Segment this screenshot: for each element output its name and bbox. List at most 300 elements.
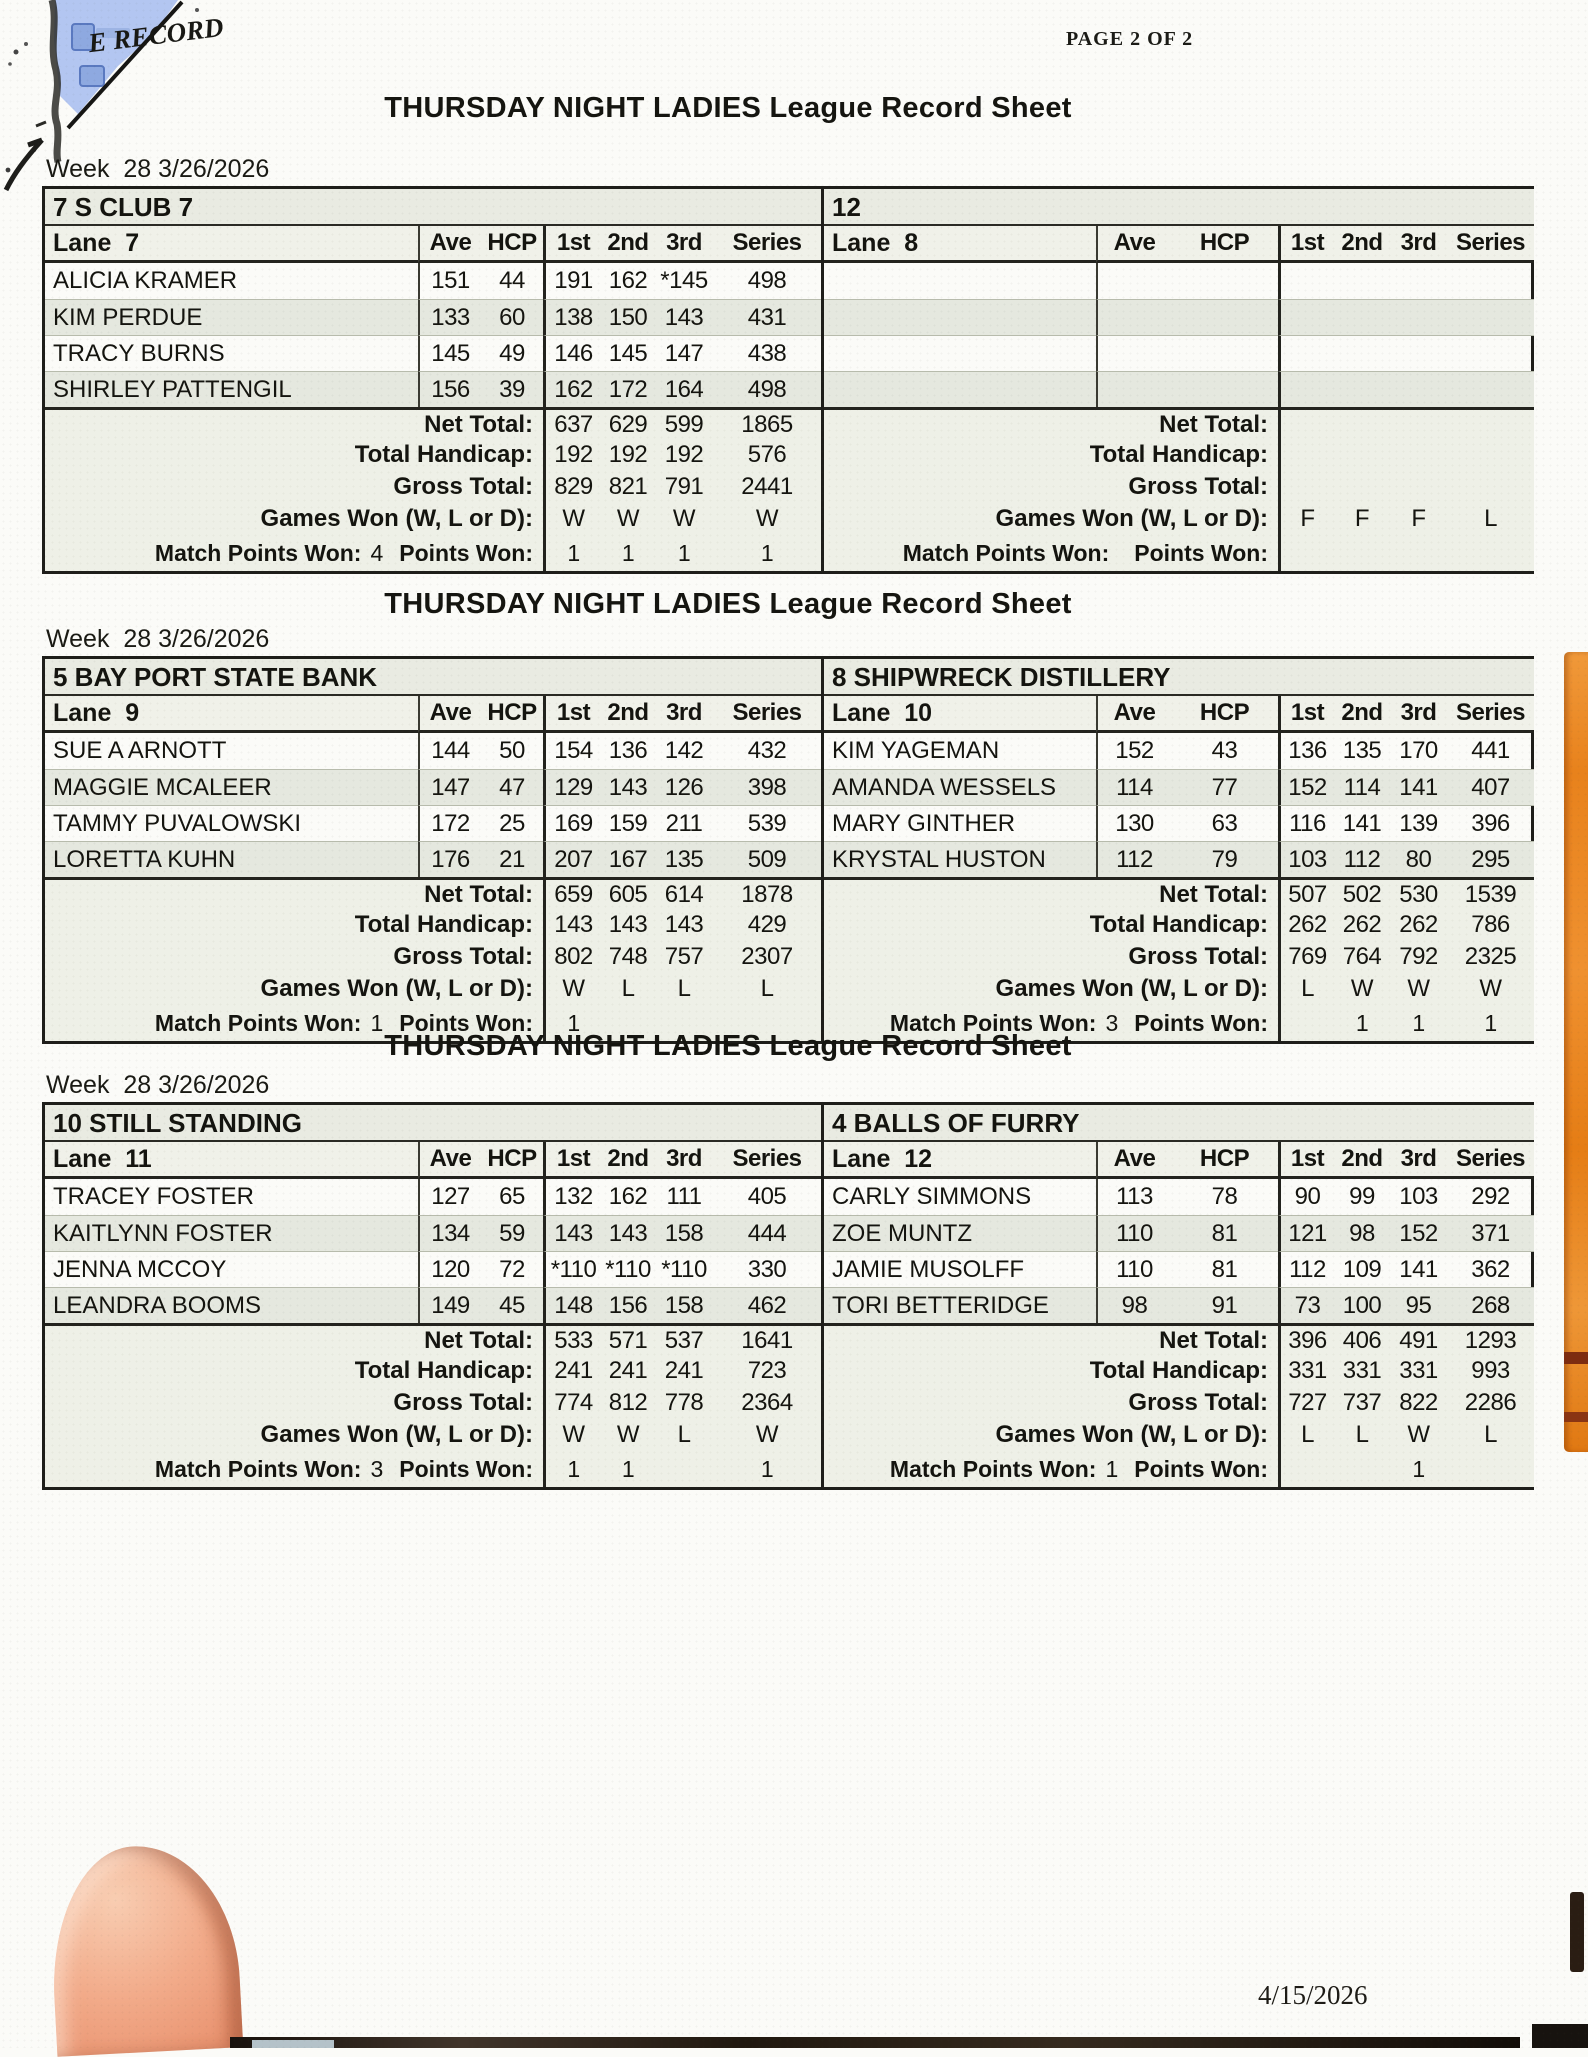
player-name: KAITLYNN FOSTER	[45, 1215, 418, 1251]
series-score	[1447, 335, 1534, 371]
player-handicap: 81	[1171, 1251, 1278, 1287]
column-header: 1st	[1278, 696, 1334, 733]
match-points-value: 3	[1105, 1009, 1119, 1036]
total-value	[1334, 439, 1390, 471]
total-value: W	[601, 1419, 655, 1451]
series-score: 330	[713, 1251, 821, 1287]
column-header: HCP	[1171, 696, 1278, 733]
total-value: 2441	[713, 471, 821, 503]
total-value	[1390, 471, 1447, 503]
sheet-title: THURSDAY NIGHT LADIES League Record Sheet	[384, 1030, 1072, 1062]
total-value: L	[713, 973, 821, 1005]
player-handicap: 59	[481, 1215, 543, 1251]
points-won-value: 1	[543, 1451, 601, 1487]
total-value: 737	[1334, 1387, 1390, 1419]
game-score: 132	[543, 1179, 601, 1215]
record-sheet	[42, 588, 1534, 1044]
column-header: 1st	[543, 226, 601, 263]
series-score: 432	[747, 737, 787, 764]
points-won-value	[655, 1451, 713, 1487]
game-score: 103	[1278, 841, 1334, 877]
game-score: *145	[660, 267, 708, 294]
column-header: Ave	[1096, 696, 1171, 733]
column-header: 3rd	[655, 1142, 713, 1179]
column-header: Ave	[1096, 1142, 1171, 1179]
game-score: 90	[1278, 1179, 1334, 1215]
player-handicap: 77	[1171, 769, 1278, 805]
total-label: Gross Total:	[824, 1387, 1278, 1419]
column-header: 2nd	[601, 696, 655, 733]
game-score: 211	[655, 805, 713, 841]
total-value: W	[601, 503, 655, 535]
lane-label: Lane 10	[824, 696, 1096, 733]
player-handicap: 39	[481, 371, 543, 407]
player-average: 110	[1096, 1215, 1171, 1251]
game-score: 111	[666, 1183, 702, 1210]
player-average: 133	[418, 299, 481, 335]
thumb-artifact	[47, 1841, 244, 2056]
total-value: 576	[713, 439, 821, 471]
player-name: LEANDRA BOOMS	[45, 1287, 418, 1323]
match-points-row	[824, 1451, 1278, 1487]
game-score: *110	[543, 1251, 601, 1287]
total-value: L	[1447, 503, 1534, 535]
column-header: 3rd	[1390, 696, 1447, 733]
series-score: 438	[713, 335, 821, 371]
player-handicap: 65	[499, 1183, 525, 1210]
total-value: 757	[655, 941, 713, 973]
total-value: 537	[655, 1323, 713, 1355]
column-header: 2nd	[601, 1142, 655, 1179]
player-average	[1096, 263, 1171, 299]
series-score	[1447, 263, 1534, 299]
total-value: 993	[1447, 1355, 1534, 1387]
player-handicap: 49	[481, 335, 543, 371]
game-score: 99	[1349, 1183, 1375, 1210]
game-score	[1334, 335, 1390, 371]
total-value: 792	[1390, 941, 1447, 973]
player-average: 113	[1096, 1179, 1171, 1215]
total-label: Gross Total:	[45, 471, 543, 503]
player-average: 130	[1096, 805, 1171, 841]
game-score	[1278, 299, 1334, 335]
total-value: W	[1447, 973, 1534, 1005]
match-points-label: Match Points Won:	[154, 1009, 362, 1036]
team-panel	[824, 1105, 1534, 1487]
match-points-label: Match Points Won:	[889, 1009, 1097, 1036]
player-handicap: 43	[1211, 737, 1238, 764]
series-score: 268	[1447, 1287, 1534, 1323]
column-header: 1st	[1278, 1142, 1334, 1179]
game-score: 143	[655, 299, 713, 335]
total-value: 812	[601, 1387, 655, 1419]
week-label: Week 28 3/26/2026	[46, 625, 270, 653]
total-label: Net Total:	[824, 877, 1278, 909]
points-won-value: 1	[1447, 1005, 1534, 1041]
scan-patch-artifact	[1532, 2024, 1588, 2048]
series-score: 462	[713, 1287, 821, 1323]
total-value: 614	[655, 877, 713, 909]
player-average	[1096, 371, 1171, 407]
game-score: 141	[1334, 805, 1390, 841]
points-won-value: 1	[655, 535, 713, 571]
match-points-label: Match Points Won:	[154, 1455, 362, 1482]
series-score	[1447, 299, 1534, 335]
player-average: 112	[1096, 841, 1171, 877]
player-name: MARY GINTHER	[824, 805, 1096, 841]
column-header: Series	[713, 696, 821, 733]
total-label: Net Total:	[45, 1323, 543, 1355]
total-value: 331	[1390, 1355, 1447, 1387]
total-value: 406	[1334, 1323, 1390, 1355]
game-score: *110	[655, 1251, 713, 1287]
series-score: 405	[747, 1183, 787, 1210]
total-value: 727	[1278, 1387, 1334, 1419]
player-handicap: 63	[1171, 805, 1278, 841]
player-average: 120	[418, 1251, 481, 1287]
total-value: 262	[1334, 909, 1390, 941]
game-score: 148	[543, 1287, 601, 1323]
total-value: 262	[1390, 909, 1447, 941]
total-value: 769	[1278, 941, 1334, 973]
total-label: Games Won (W, L or D):	[45, 973, 543, 1005]
player-average: 152	[1096, 733, 1171, 769]
column-header: Series	[1447, 1142, 1534, 1179]
column-header: 1st	[1278, 226, 1334, 263]
points-won-value: 1	[543, 1005, 601, 1041]
game-score: 112	[1334, 841, 1390, 877]
points-won-value	[1278, 1451, 1334, 1487]
series-score: 398	[713, 769, 821, 805]
player-average: 110	[1096, 1251, 1171, 1287]
series-score: 441	[1471, 737, 1510, 764]
lane-label: Lane 11	[45, 1142, 418, 1179]
game-score: 136	[608, 737, 648, 764]
series-score: 444	[713, 1215, 821, 1251]
total-value: 791	[655, 471, 713, 503]
column-header: Ave	[418, 696, 481, 733]
game-score: 142	[664, 737, 704, 764]
total-value: 637	[543, 407, 601, 439]
series-score: 396	[1447, 805, 1534, 841]
column-header: Ave	[418, 1142, 481, 1179]
game-score: 191	[543, 263, 601, 299]
series-score: 498	[713, 371, 821, 407]
column-header: Ave	[1096, 226, 1171, 263]
total-value: 748	[601, 941, 655, 973]
player-handicap: 45	[481, 1287, 543, 1323]
column-header: Series	[713, 1142, 821, 1179]
game-score	[1278, 263, 1334, 299]
player-name: SHIRLEY PATTENGIL	[45, 371, 418, 407]
bottom-edge-artifact	[230, 2037, 1520, 2048]
total-value: 331	[1334, 1355, 1390, 1387]
total-value: 1865	[713, 407, 821, 439]
total-value: F	[1390, 503, 1447, 535]
player-name	[824, 335, 1096, 371]
total-value: 1641	[713, 1323, 821, 1355]
game-score	[1390, 335, 1447, 371]
series-score: 498	[747, 267, 787, 294]
total-value: W	[1334, 973, 1390, 1005]
total-value: 143	[543, 909, 601, 941]
total-value: 143	[655, 909, 713, 941]
total-value: 192	[655, 439, 713, 471]
corner-record-text: E RECORD	[86, 11, 226, 59]
total-value: 629	[601, 407, 655, 439]
match-points-label: Match Points Won:	[889, 1455, 1097, 1482]
total-value: 764	[1334, 941, 1390, 973]
player-average: 156	[418, 371, 481, 407]
league-table	[42, 1102, 1534, 1490]
game-score: 141	[1390, 1251, 1447, 1287]
player-name: ZOE MUNTZ	[824, 1215, 1096, 1251]
game-score	[1278, 371, 1334, 407]
column-header: HCP	[481, 226, 543, 263]
player-handicap: 91	[1171, 1287, 1278, 1323]
total-value: 502	[1334, 877, 1390, 909]
total-value: 241	[601, 1355, 655, 1387]
total-value: 2325	[1447, 941, 1534, 973]
player-average: 98	[1096, 1287, 1171, 1323]
player-handicap	[1171, 299, 1278, 335]
total-value: 2364	[713, 1387, 821, 1419]
player-name: KIM PERDUE	[45, 299, 418, 335]
player-handicap: 44	[499, 267, 525, 294]
total-value: 1539	[1447, 877, 1534, 909]
total-value	[1447, 407, 1534, 439]
total-value	[1278, 439, 1334, 471]
total-label: Games Won (W, L or D):	[45, 1419, 543, 1451]
total-value: W	[543, 973, 601, 1005]
player-name: KRYSTAL HUSTON	[824, 841, 1096, 877]
game-score: 121	[1278, 1215, 1334, 1251]
total-value: 786	[1447, 909, 1534, 941]
game-score: 152	[1390, 1215, 1447, 1251]
game-score: 162	[543, 371, 601, 407]
record-sheet	[42, 92, 1534, 574]
game-score: 159	[601, 805, 655, 841]
game-score	[1390, 299, 1447, 335]
total-label: Games Won (W, L or D):	[824, 503, 1278, 535]
match-points-label: Match Points Won:	[902, 539, 1110, 566]
total-value	[1447, 439, 1534, 471]
points-won-label: Points Won:	[1134, 1009, 1268, 1036]
total-label: Total Handicap:	[45, 909, 543, 941]
total-value: 143	[601, 909, 655, 941]
total-label: Net Total:	[45, 407, 543, 439]
game-score: 129	[543, 769, 601, 805]
league-table	[42, 186, 1534, 574]
total-value: W	[713, 503, 821, 535]
total-value: 491	[1390, 1323, 1447, 1355]
game-score: 126	[655, 769, 713, 805]
total-label: Games Won (W, L or D):	[824, 1419, 1278, 1451]
points-won-value: 1	[1390, 1451, 1447, 1487]
points-won-label: Points Won:	[399, 539, 533, 566]
total-value: W	[713, 1419, 821, 1451]
total-value: 723	[713, 1355, 821, 1387]
player-name	[824, 263, 1096, 299]
player-name: TAMMY PUVALOWSKI	[45, 805, 418, 841]
game-score: 95	[1390, 1287, 1447, 1323]
scan-patch-artifact	[252, 2040, 334, 2048]
points-won-value: 1	[713, 1451, 821, 1487]
total-label: Games Won (W, L or D):	[824, 973, 1278, 1005]
game-score: 103	[1399, 1183, 1438, 1210]
column-header: 2nd	[1334, 1142, 1390, 1179]
column-header: 2nd	[1334, 696, 1390, 733]
total-value: 241	[655, 1355, 713, 1387]
total-value: W	[655, 503, 713, 535]
team-panel	[45, 659, 824, 1041]
game-score: 135	[655, 841, 713, 877]
total-value	[1334, 471, 1390, 503]
player-name	[824, 371, 1096, 407]
series-score: 509	[713, 841, 821, 877]
team-name: 5 BAY PORT STATE BANK	[45, 659, 821, 696]
match-points-label: Match Points Won:	[154, 539, 362, 566]
player-name: TORI BETTERIDGE	[824, 1287, 1096, 1323]
player-handicap: 81	[1171, 1215, 1278, 1251]
series-score: 407	[1447, 769, 1534, 805]
column-header: Series	[1447, 696, 1534, 733]
match-points-value: 1	[370, 1009, 384, 1036]
game-score: 136	[1278, 733, 1334, 769]
total-value: W	[1390, 1419, 1447, 1451]
points-won-value	[1278, 535, 1334, 571]
match-points-row	[45, 1451, 543, 1487]
total-value: 571	[601, 1323, 655, 1355]
game-score: 170	[1399, 737, 1438, 764]
player-handicap	[1171, 371, 1278, 407]
series-score: 539	[713, 805, 821, 841]
orange-strip-mark	[1564, 1352, 1588, 1364]
total-value: W	[543, 1419, 601, 1451]
game-score: 154	[543, 733, 601, 769]
team-name: 8 SHIPWRECK DISTILLERY	[824, 659, 1534, 696]
total-value	[1390, 407, 1447, 439]
total-label: Gross Total:	[824, 471, 1278, 503]
week-label: Week 28 3/26/2026	[46, 1071, 270, 1099]
total-value: W	[1390, 973, 1447, 1005]
game-score: 150	[601, 299, 655, 335]
total-value	[1390, 439, 1447, 471]
column-header: 3rd	[1390, 1142, 1447, 1179]
game-score: 114	[1334, 769, 1390, 805]
total-label: Total Handicap:	[824, 909, 1278, 941]
game-score: 156	[601, 1287, 655, 1323]
player-average: 134	[418, 1215, 481, 1251]
player-average: 151	[418, 263, 481, 299]
total-label: Gross Total:	[45, 1387, 543, 1419]
game-score: 145	[601, 335, 655, 371]
page-number: PAGE 2 OF 2	[1066, 28, 1194, 50]
total-value: 778	[655, 1387, 713, 1419]
total-value	[1447, 471, 1534, 503]
player-handicap: 47	[481, 769, 543, 805]
total-value: 533	[543, 1323, 601, 1355]
game-score: 73	[1278, 1287, 1334, 1323]
total-value: 774	[543, 1387, 601, 1419]
player-name: TRACEY FOSTER	[53, 1183, 254, 1210]
game-score: 152	[1278, 769, 1334, 805]
series-score	[1447, 371, 1534, 407]
game-score: 80	[1390, 841, 1447, 877]
total-value	[1278, 407, 1334, 439]
total-value: L	[655, 1419, 713, 1451]
game-score: 112	[1278, 1251, 1334, 1287]
column-header: HCP	[1171, 226, 1278, 263]
lane-label: Lane 8	[824, 226, 1096, 263]
player-name: AMANDA WESSELS	[824, 769, 1096, 805]
match-points-value: 4	[370, 539, 384, 566]
game-score: 167	[601, 841, 655, 877]
total-value: 1878	[713, 877, 821, 909]
player-name: TRACY BURNS	[45, 335, 418, 371]
team-name: 4 BALLS OF FURRY	[824, 1105, 1534, 1142]
column-header: Series	[713, 226, 821, 263]
record-sheet	[42, 1030, 1534, 1490]
total-label: Net Total:	[824, 407, 1278, 439]
game-score: 172	[601, 371, 655, 407]
game-score	[1278, 335, 1334, 371]
points-won-value	[1390, 535, 1447, 571]
total-value: 822	[1390, 1387, 1447, 1419]
total-value: W	[543, 503, 601, 535]
player-average: 172	[418, 805, 481, 841]
game-score: 138	[543, 299, 601, 335]
total-value: 2286	[1447, 1387, 1534, 1419]
total-value: 659	[543, 877, 601, 909]
series-score: 362	[1447, 1251, 1534, 1287]
player-name: ALICIA KRAMER	[53, 267, 238, 294]
player-handicap: 60	[481, 299, 543, 335]
game-score: 162	[608, 267, 648, 294]
player-name: LORETTA KUHN	[45, 841, 418, 877]
team-panel	[45, 1105, 824, 1487]
total-label: Net Total:	[45, 877, 543, 909]
week-label: Week 28 3/26/2026	[46, 155, 270, 183]
points-won-value: 1	[713, 535, 821, 571]
player-average	[1096, 335, 1171, 371]
player-name: SUE A ARNOTT	[53, 737, 227, 764]
game-score	[1390, 371, 1447, 407]
points-won-value	[1334, 1451, 1390, 1487]
team-name: 7 S CLUB 7	[45, 189, 821, 226]
total-value: F	[1278, 503, 1334, 535]
series-score: 431	[713, 299, 821, 335]
lane-label: Lane 9	[45, 696, 418, 733]
column-header: 3rd	[1390, 226, 1447, 263]
column-header: 2nd	[601, 226, 655, 263]
footer-date: 4/15/2026	[1258, 1980, 1368, 2010]
game-score: 207	[543, 841, 601, 877]
points-won-label: Points Won:	[1134, 1455, 1268, 1482]
player-average: 145	[418, 335, 481, 371]
column-header: Series	[1447, 226, 1534, 263]
total-value: 821	[601, 471, 655, 503]
total-label: Net Total:	[824, 1323, 1278, 1355]
total-value: L	[655, 973, 713, 1005]
player-average: 176	[418, 841, 481, 877]
total-value: 599	[655, 407, 713, 439]
player-handicap: 72	[481, 1251, 543, 1287]
series-score: 292	[1471, 1183, 1510, 1210]
game-score: 141	[1390, 769, 1447, 805]
game-score	[1334, 299, 1390, 335]
player-handicap	[1171, 263, 1278, 299]
